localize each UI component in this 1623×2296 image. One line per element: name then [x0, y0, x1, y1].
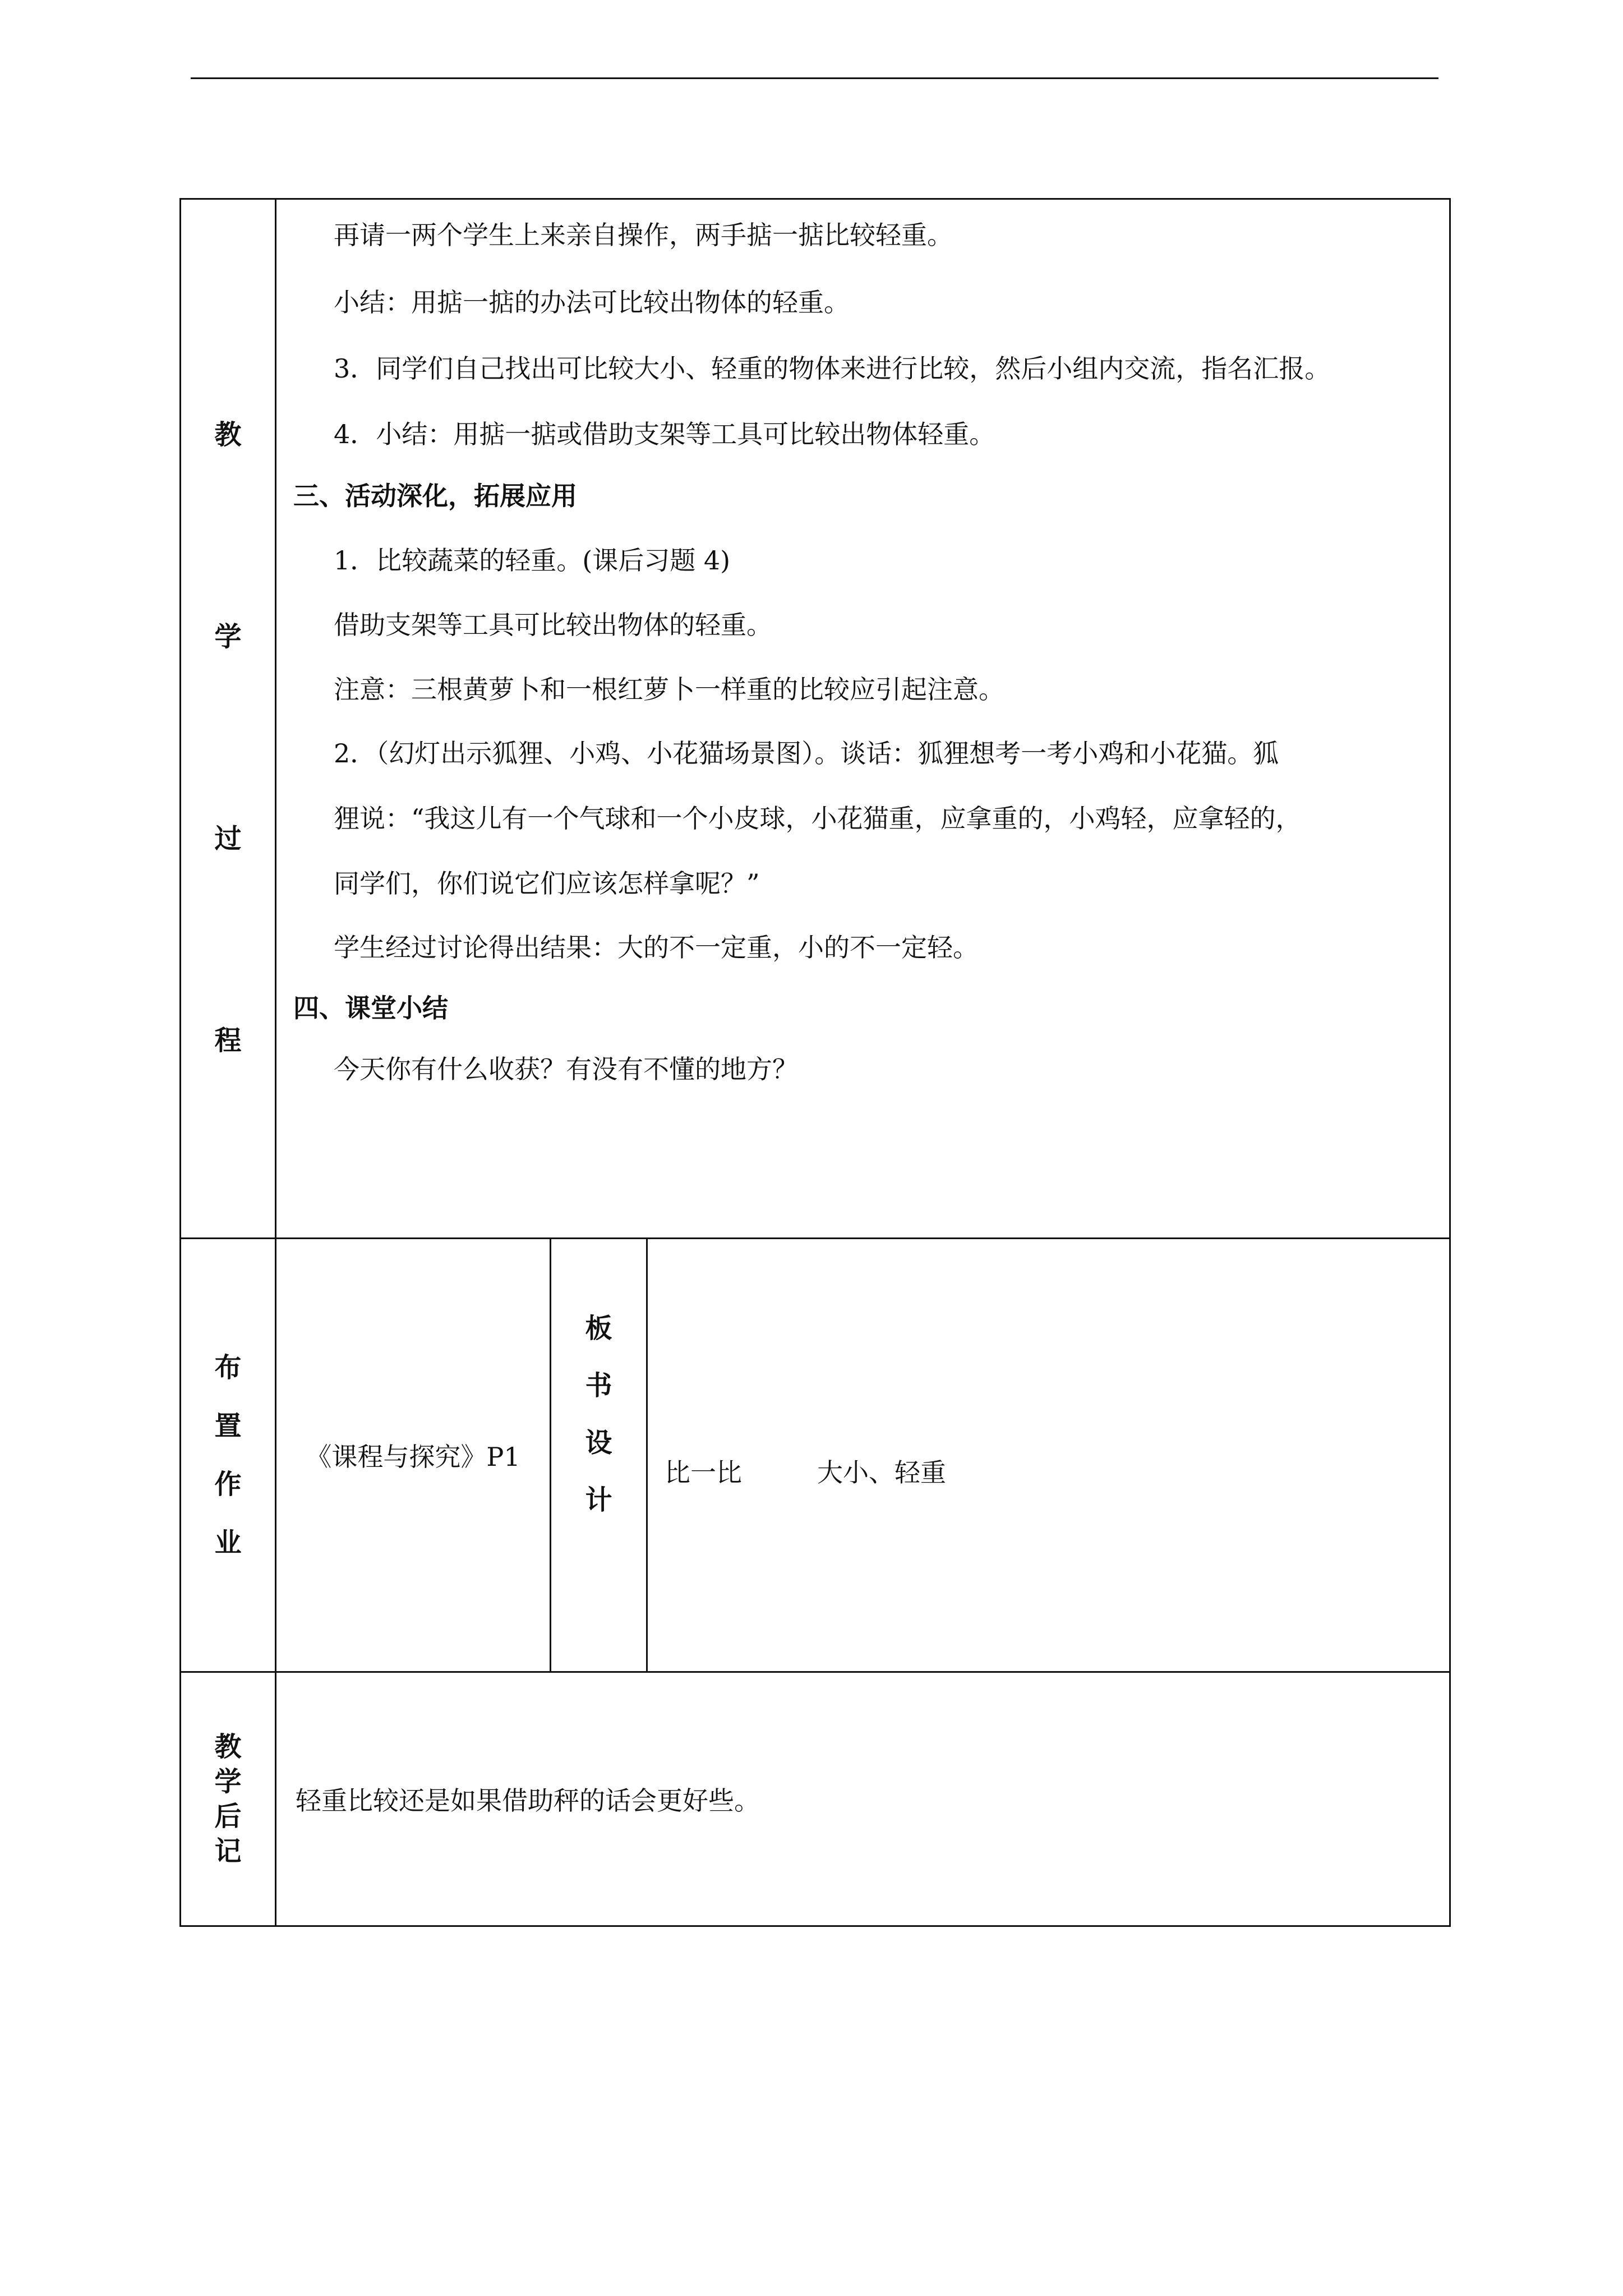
process-line: 狸说：“我这儿有一个气球和一个小皮球，小花猫重，应拿重的，小鸡轻，应拿轻的，	[334, 803, 1302, 834]
process-label-char: 程	[214, 1025, 242, 1056]
process-line: 2．（幻灯出示狐狸、小鸡、小花猫场景图）。谈话：狐狸想考一考小鸡和小花猫。狐	[334, 738, 1279, 769]
homework-label-char: 布	[214, 1352, 242, 1383]
homework-label-char: 业	[214, 1527, 242, 1558]
homework-text: 《课程与探究》P1	[306, 1442, 520, 1472]
board-label-char: 设	[585, 1427, 612, 1458]
reflection-content-cell	[276, 1672, 1450, 1926]
board-label-char: 板	[585, 1313, 612, 1344]
lesson-plan-table	[179, 198, 1451, 1927]
teaching-process-row	[181, 199, 1450, 1239]
reflection-label-char: 学	[214, 1766, 242, 1797]
process-line: 同学们，你们说它们应该怎样拿呢？”	[334, 868, 760, 899]
header-rule	[191, 77, 1438, 79]
process-label-char: 过	[214, 823, 242, 854]
board-item: 大小、轻重	[817, 1457, 946, 1488]
board-label-char: 书	[585, 1370, 612, 1401]
reflection-label-char: 后	[214, 1801, 242, 1832]
reflection-label-char: 教	[214, 1731, 242, 1763]
process-line: 借助支架等工具可比较出物体的轻重。	[334, 610, 772, 640]
teaching-process-label-cell	[181, 199, 276, 1239]
reflection-label-char: 记	[214, 1835, 242, 1867]
board-label-char: 计	[585, 1484, 612, 1516]
homework-label-cell	[181, 1239, 276, 1672]
process-line: 小结：用掂一掂的办法可比较出物体的轻重。	[334, 287, 850, 318]
section-heading: 四、课堂小结	[293, 993, 448, 1023]
process-line: 学生经过讨论得出结果：大的不一定重，小的不一定轻。	[334, 932, 979, 963]
process-label-char: 教	[214, 419, 242, 450]
reflection-label-cell	[181, 1672, 276, 1926]
process-line: 再请一两个学生上来亲自操作，两手掂一掂比较轻重。	[334, 220, 953, 250]
homework-label-char: 置	[214, 1410, 242, 1442]
board-label-cell	[551, 1239, 647, 1672]
board-item: 比一比	[665, 1457, 742, 1488]
homework-row	[181, 1239, 1450, 1672]
section-heading: 三、活动深化，拓展应用	[293, 481, 577, 511]
reflection-text: 轻重比较还是如果借助秤的话会更好些。	[296, 1786, 760, 1816]
process-line: 今天你有什么收获？有没有不懂的地方？	[334, 1054, 798, 1084]
process-label-char: 学	[214, 621, 242, 652]
homework-label-char: 作	[214, 1469, 242, 1500]
process-line: 注意：三根黄萝卜和一根红萝卜一样重的比较应引起注意。	[334, 674, 1004, 705]
teaching-process-content	[276, 199, 1450, 1239]
reflection-row	[181, 1672, 1450, 1926]
homework-content-cell	[276, 1239, 551, 1672]
process-line: 1．比较蔬菜的轻重。(课后习题 4)	[334, 545, 731, 576]
process-line: 4．小结：用掂一掂或借助支架等工具可比较出物体轻重。	[334, 419, 995, 449]
process-line: 3．同学们自己找出可比较大小、轻重的物体来进行比较，然后小组内交流，指名汇报。	[334, 353, 1331, 384]
board-content-cell	[647, 1239, 1450, 1672]
